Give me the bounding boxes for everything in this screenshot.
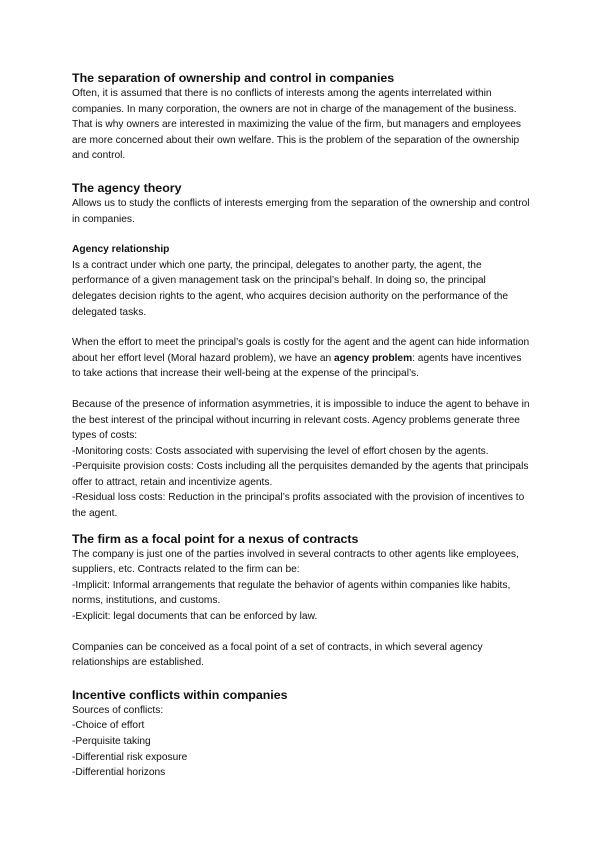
paragraph-agency-theory: Allows us to study the conflicts of interests emerging from the separation of the ownership and control in companies.	[72, 197, 530, 225]
document-page	[72, 70, 532, 781]
agency-problem-term: agency problem	[334, 352, 413, 364]
subsection-title-agency-relationship: Agency relationship	[72, 244, 170, 256]
agency-problem-text-before: When the effort to meet the principal’s goals is costly for the agent and the agent can hide information about her effort level (Moral hazard problem), we have an	[72, 337, 530, 364]
section-title-agency-theory: The agency theory	[72, 180, 182, 195]
list-item: -Choice of effort	[72, 720, 145, 732]
paragraph-agency-relationship: Is a contract under which one party, the principal, delegates to another party, the agent, the performance of a given management task on the principal’s behalf. In doing so, the principal delegates decision rights to the agent, who acquires decision authority on the performance of the delegated tasks.	[72, 259, 509, 318]
paragraph-nexus-of-contracts: The company is just one of the parties involved in several contracts to other agents like employees, suppliers, etc. Contracts related to the firm can be:	[72, 548, 519, 576]
section-title-nexus-of-contracts: The firm as a focal point for a nexus of contracts	[72, 531, 359, 546]
paragraph-information-asymmetries: Because of the presence of information asymmetries, it is impossible to induce the agent to behave in the best interest of the principal without incurring in relevant costs. Agency problems generate three types of costs:	[72, 398, 530, 442]
list-item-implicit: -Implicit: Informal arrangements that regulate the behavior of agents within companies like habits, norms, institutions, and customs.	[72, 579, 511, 607]
list-item: -Differential risk exposure	[72, 751, 188, 763]
paragraph-sources-lead: Sources of conflicts:	[72, 704, 164, 716]
agency-problem-text-after: : agents have incentives to take actions that increase their well-being at the expense of the principal’s.	[72, 352, 522, 380]
paragraph-focal-point: Companies can be conceived as a focal point of a set of contracts, in which several agency relationships are established.	[72, 641, 483, 669]
list-item: -Differential horizons	[72, 767, 166, 779]
paragraph-separation: Often, it is assumed that there is no conflicts of interests among the agents interrelated within companies. In many corporation, the owners are not in charge of the management of the business. That is why owners are interested in maximizing the value of the firm, but managers and employees are more concerned about their own welfare. This is the problem of the separation of the ownership and control.	[72, 88, 522, 162]
paragraph-agency-problem	[72, 335, 532, 382]
list-item-residual-loss: -Residual loss costs: Reduction in the principal’s profits associated with the provision of incentives to the agent.	[72, 492, 525, 520]
list-item-perquisite-costs: -Perquisite provision costs: Costs including all the perquisites demanded by the agents that principals offer to attract, retain and incentivize agents.	[72, 461, 529, 488]
section-title-incentive-conflicts: Incentive conflicts within companies	[72, 687, 288, 702]
list-item: -Perquisite taking	[72, 736, 151, 747]
list-item-explicit: -Explicit: legal documents that can be enforced by law.	[72, 611, 318, 623]
list-item-monitoring-costs: -Monitoring costs: Costs associated with supervising the level of effort chosen by the agents.	[72, 445, 489, 457]
section-title-separation: The separation of ownership and control in companies	[72, 71, 395, 85]
